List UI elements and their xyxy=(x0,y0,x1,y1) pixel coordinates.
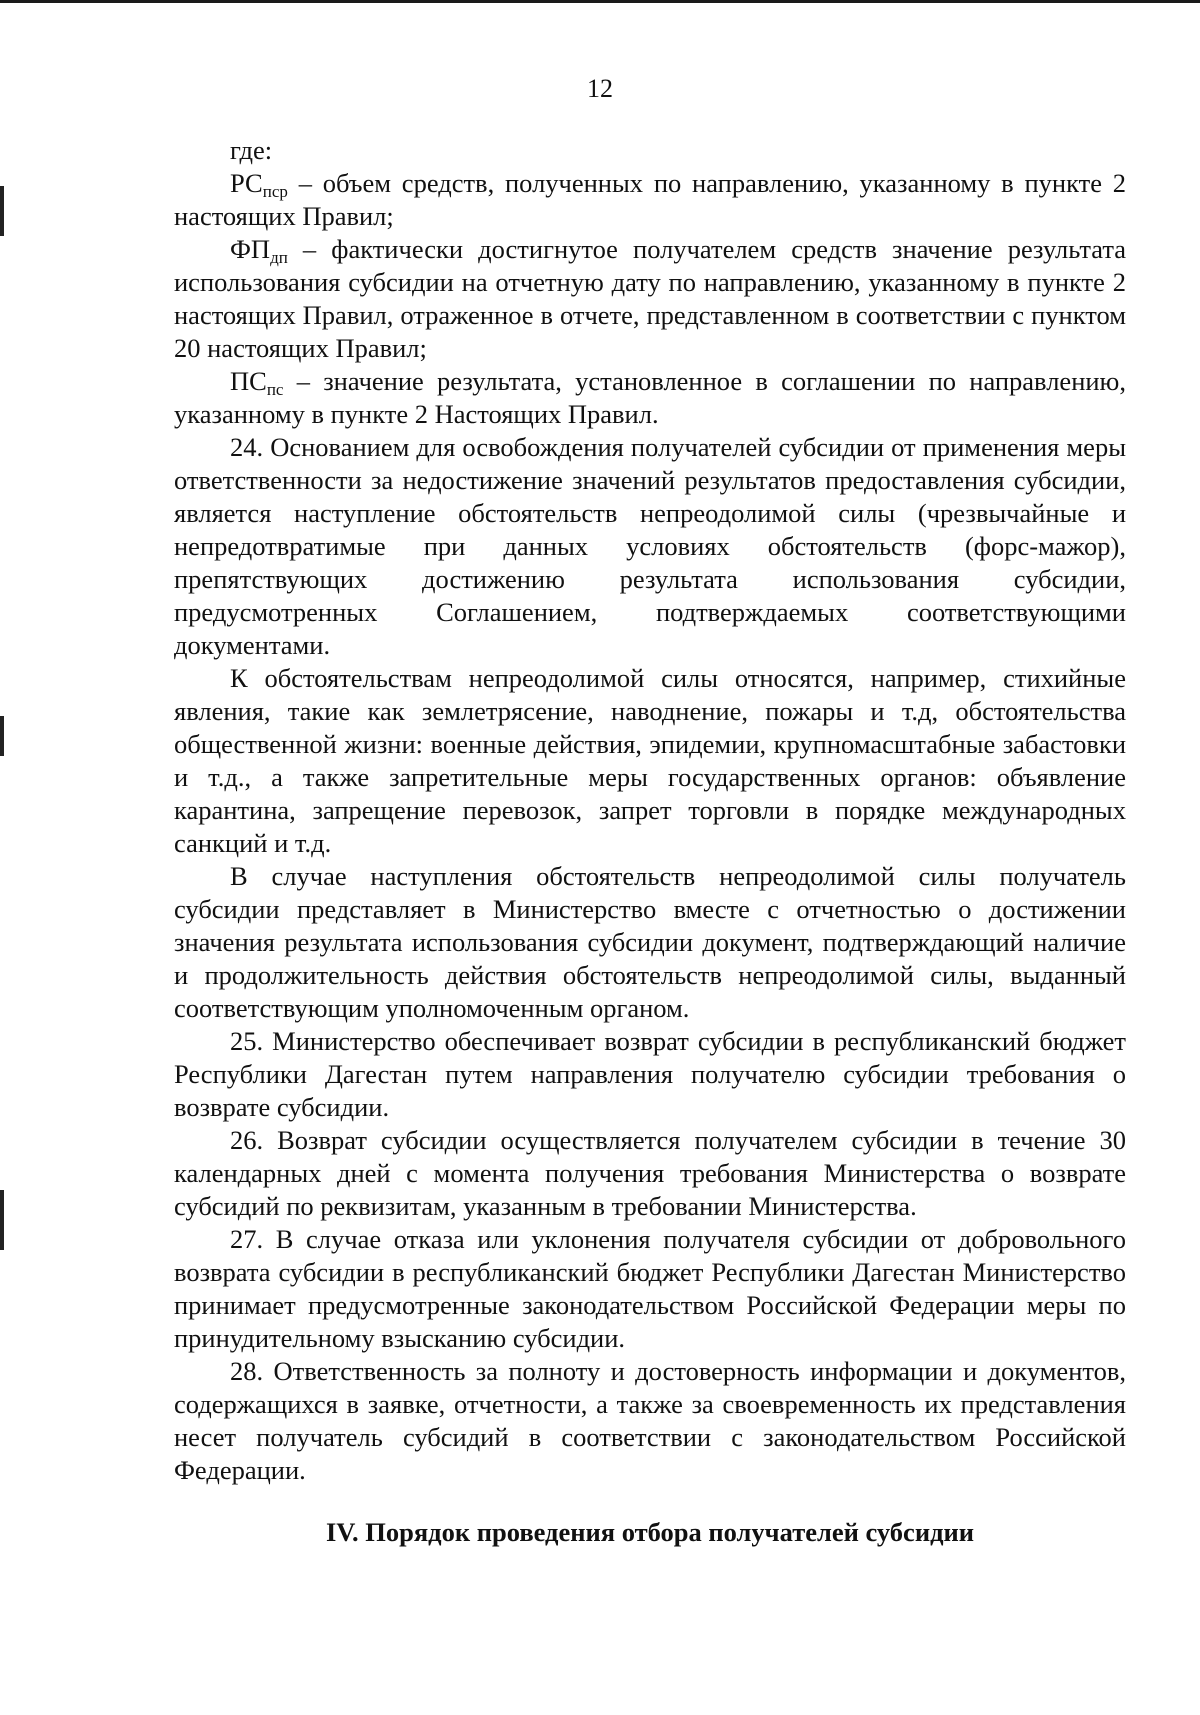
paragraph-27: 27. В случае отказа или уклонения получателя субсидии от добровольного возврата субсидии в республиканский бюджет Республики Дагестан Министерство принимает предусмотренные законодательством Российской Федерации меры по принудительному взысканию субсидии. xyxy=(174,1224,1126,1353)
definition-text: – значение результата, установленное в соглашении по направлению, указанному в пункте 2 Настоящих Правил. xyxy=(174,366,1126,429)
scan-edge xyxy=(0,0,1200,3)
scan-margin-mark xyxy=(0,716,4,756)
intro-text: где: xyxy=(230,135,273,165)
formula-subscript: пс xyxy=(266,380,284,399)
formula-symbol: РС xyxy=(230,168,263,198)
formula-subscript: пср xyxy=(262,182,288,201)
paragraph-25: 25. Министерство обеспечивает возврат субсидии в республиканский бюджет Республики Дагестан путем направления получателю субсидии требования о возврате субсидии. xyxy=(174,1026,1126,1122)
definition-fp xyxy=(174,233,1126,365)
definition-text: – фактически достигнутое получателем средств значение результата использования субсидии на отчетную дату по направлению, указанному в пункте 2 настоящих Правил, отраженное в отчете, представленном в соответствии с пунктом 20 настоящих Правил; xyxy=(174,234,1126,363)
paragraph-28: 28. Ответственность за полноту и достоверность информации и документов, содержащихся в заявке, отчетности, а также за своевременность их представления несет получатель субсидий в соответствии с законодательством Российской Федерации. xyxy=(174,1356,1126,1485)
section-heading: IV. Порядок проведения отбора получателей субсидии xyxy=(325,1517,975,1547)
formula-subscript: дп xyxy=(270,248,288,267)
formula-symbol: ПС xyxy=(230,366,267,396)
paragraph-24: 24. Основанием для освобождения получателей субсидии от применения меры ответственности за недостижение значений результатов предоставления субсидии, является наступление обстоятельств непреодолимой силы (чрезвычайные и непредотвратимые при данных условиях обстоятельств (форс-мажор), препятствующих достижению результата использования субсидии, предусмотренных Соглашением, подтверждаемых соответствующими документами. xyxy=(174,432,1126,660)
paragraph-force-majeure-examples: К обстоятельствам непреодолимой силы относятся, например, стихийные явления, такие как землетрясение, наводнение, пожары и т.д, обстоятельства общественной жизни: военные действия, эпидемии, крупномасштабные забастовки и т.д., а также запретительные меры государственных органов: объявление карантина, запрещение перевозок, запрет торговли в порядке международных санкций и т.д. xyxy=(174,663,1126,858)
page-number: 12 xyxy=(587,74,613,103)
document-body xyxy=(174,134,1126,1487)
paragraph-26: 26. Возврат субсидии осуществляется получателем субсидии в течение 30 календарных дней с момента получения требования Министерства о возврате субсидий по реквизитам, указанным в требовании Министерства. xyxy=(174,1125,1126,1221)
scan-margin-mark xyxy=(0,1190,4,1250)
formula-symbol: ФП xyxy=(230,234,271,264)
definition-ps xyxy=(174,365,1126,431)
paragraph-force-majeure-reporting: В случае наступления обстоятельств непреодолимой силы получатель субсидии представляет в Министерство вместе с отчетностью о достижении значения результата использования субсидии документ, подтверждающий наличие и продолжительность действия обстоятельств непреодолимой силы, выданный соответствующим уполномоченным органом. xyxy=(174,861,1126,1023)
scan-margin-mark xyxy=(0,186,4,236)
definition-rs xyxy=(174,167,1126,233)
definition-text: – объем средств, полученных по направлению, указанному в пункте 2 настоящих Правил; xyxy=(174,168,1126,231)
